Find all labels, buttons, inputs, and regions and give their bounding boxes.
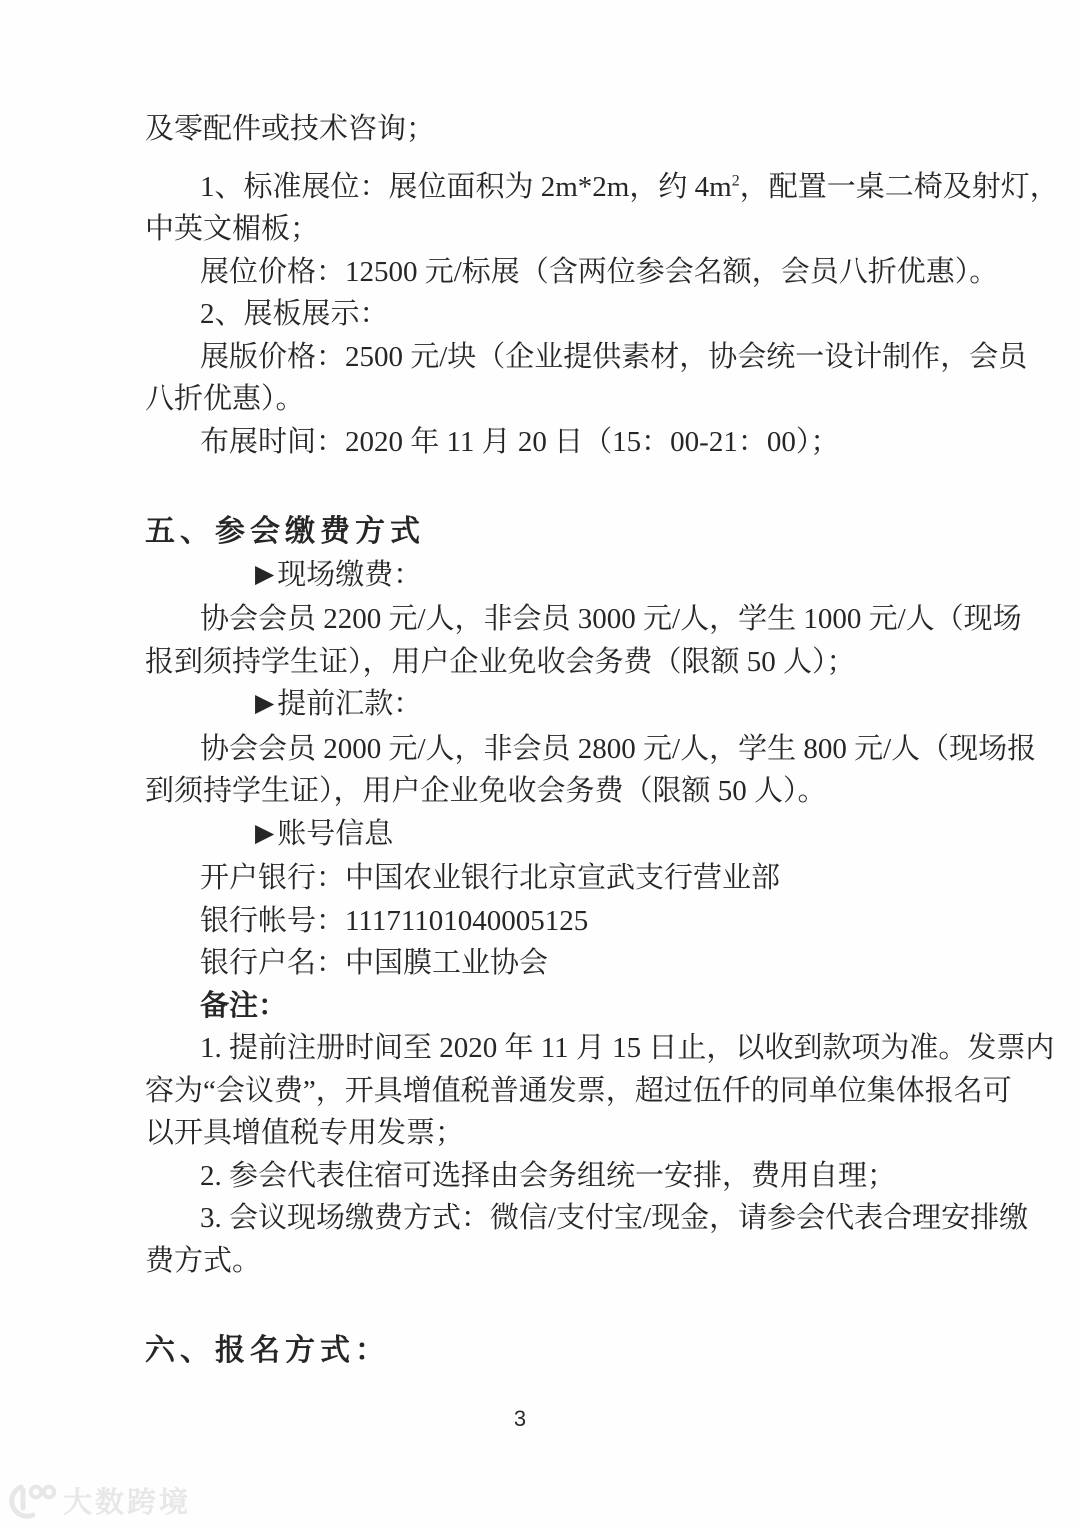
onsite-payment-title: 现场缴费：: [277, 558, 423, 591]
advance-payment-line-2: 到须持学生证），用户企业免收会务费（限额 50 人）。: [145, 775, 827, 807]
onsite-payment-title-line: [145, 554, 945, 599]
note3-line-1: 3. 会议现场缴费方式：微信/支付宝/现金，请参会代表合理安排缴: [200, 1202, 1029, 1234]
setup-time-line: 布展时间：2020 年 11 月 20 日（15：00-21：00）；: [200, 425, 840, 458]
triangle-bullet-icon: ▶: [255, 560, 275, 588]
account-info-title-line: [145, 813, 945, 858]
booth-spec-text-pre: 1、标准展位：展位面积为 2m*2m，约 4m: [200, 170, 732, 203]
advance-payment-line-1: 协会会员 2000 元/人，非会员 2800 元/人，学生 800 元/人（现场报: [200, 732, 1037, 765]
booth-spec-continuation: 中英文楣板；: [145, 213, 320, 245]
booth-price-line: 展位价格：12500 元/标展（含两位参会名额，会员八折优惠）。: [200, 255, 999, 288]
booth-section: [145, 166, 1059, 464]
page-number: 3: [513, 1406, 527, 1431]
note1-line-1: 1. 提前注册时间至 2020 年 11 月 15 日止，以收到款项为准。发票内: [200, 1032, 1055, 1064]
account-info-title: 账号信息: [277, 817, 394, 850]
board-price-line-1: 展版价格：2500 元/块（企业提供素材，协会统一设计制作，会员: [200, 340, 1028, 373]
onsite-payment-line-2: 报到须持学生证），用户企业免收会务费（限额 50 人）；: [145, 645, 856, 678]
advance-payment-title-line: [145, 683, 945, 728]
section6-heading: 六、报名方式：: [145, 1334, 390, 1367]
bank-account-holder-line: 银行户名：中国膜工业协会: [200, 947, 549, 979]
watermark: [8, 1480, 191, 1521]
bank-name-line: 开户银行：中国农业银行北京宣武支行营业部: [200, 862, 781, 894]
bank-account-number-line: 银行帐号：11171101040005125: [200, 904, 589, 937]
onsite-payment-line-1: 协会会员 2200 元/人，非会员 3000 元/人，学生 1000 元/人（现场: [200, 603, 1022, 635]
note1-line-2: 容为“会议费”，开具增值税普通发票，超过伍仟的同单位集体报名可: [145, 1074, 1012, 1107]
board-price-line-2: 八折优惠）。: [145, 383, 305, 415]
note1-line-3: 以开具增值税专用发票；: [145, 1117, 465, 1149]
square-meter-superscript: 2: [731, 171, 740, 189]
booth-spec-text-post: ，配置一桌二椅及射灯，: [739, 170, 1059, 203]
advance-payment-title: 提前汇款：: [277, 688, 423, 720]
triangle-bullet-icon: ▶: [255, 819, 275, 847]
watermark-text: 大数跨境: [63, 1487, 192, 1519]
booth-spec-line: [145, 166, 1059, 209]
section5-heading: 五、参会缴费方式: [145, 515, 425, 548]
notes-title: 备注：: [200, 989, 288, 1022]
board-display-title: 2、展板展示：: [200, 298, 389, 330]
note3-line-2: 费方式。: [145, 1244, 262, 1277]
intro-line: 及零配件或技术咨询；: [145, 113, 436, 145]
triangle-bullet-icon: ▶: [255, 690, 275, 717]
note2-line: 2. 参会代表住宿可选择由会务组统一安排，费用自理；: [200, 1159, 897, 1192]
watermark-100-logo-icon: [8, 1482, 56, 1520]
